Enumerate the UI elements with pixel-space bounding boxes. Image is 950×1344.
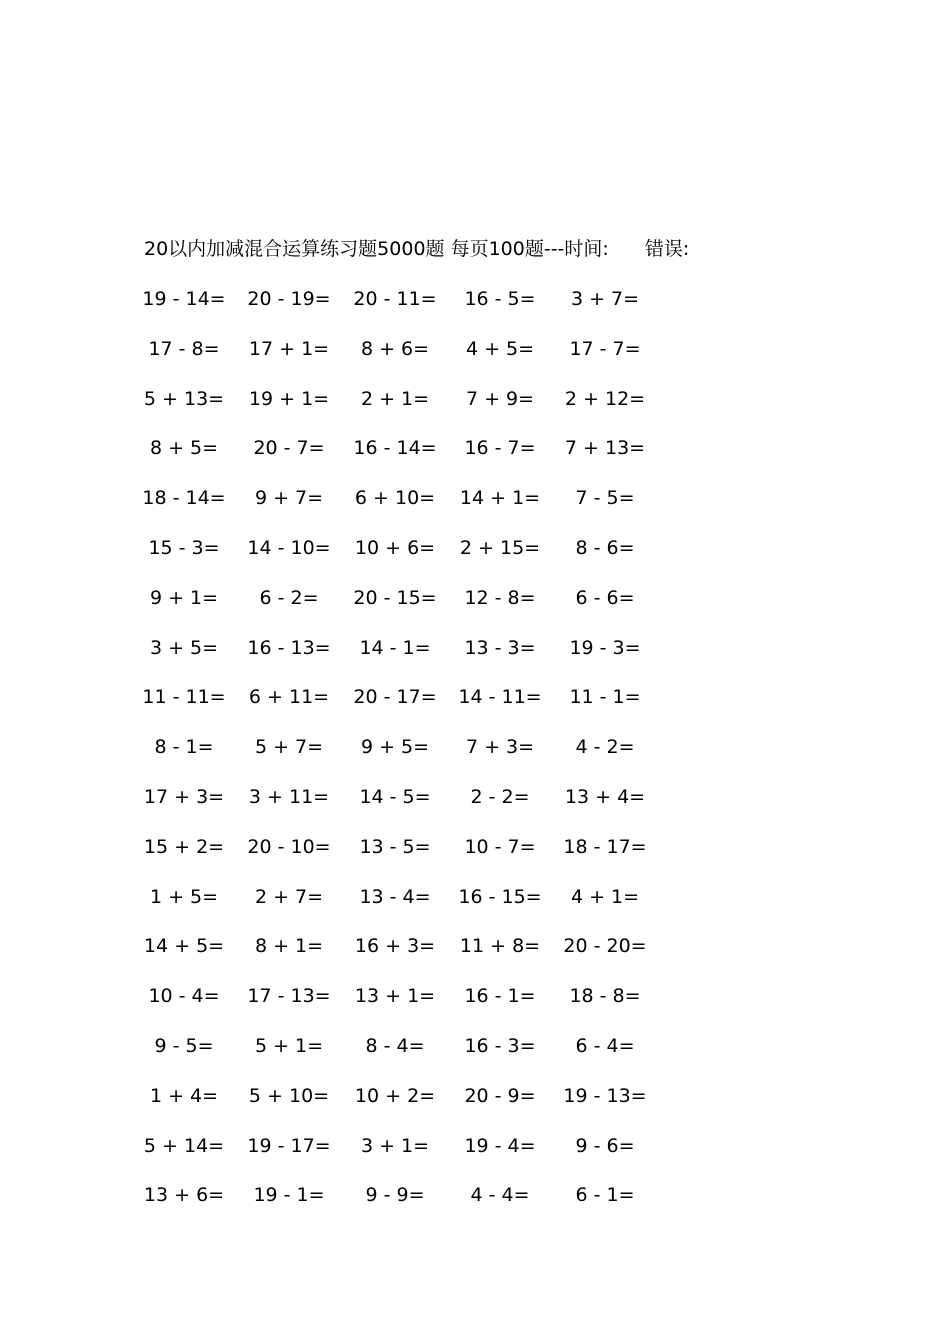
math-problem: 20 - 17= (353, 686, 437, 709)
math-problem: 7 + 9= (465, 387, 535, 410)
math-problem: 13 + 4= (564, 786, 646, 808)
math-problem: 9 + 1= (149, 586, 219, 609)
worksheet-title: 20以内加减混合运算练习题5000题 每页100题---时间: (144, 238, 609, 260)
math-problem: 9 - 6= (575, 1134, 635, 1157)
math-problem: 16 - 3= (464, 1035, 536, 1057)
math-problem: 4 - 4= (470, 1184, 530, 1207)
math-problem: 15 - 3= (148, 537, 220, 559)
math-problem: 6 + 11= (248, 686, 330, 709)
math-problem: 17 - 7= (569, 337, 641, 360)
math-problem: 7 + 13= (564, 437, 646, 460)
math-problem: 8 - 6= (575, 537, 635, 559)
math-problem: 14 - 1= (359, 636, 431, 659)
math-problem: 20 - 11= (353, 288, 437, 310)
math-problem: 19 - 13= (563, 1084, 647, 1107)
math-problem: 8 + 5= (149, 437, 219, 460)
math-problem: 19 - 3= (569, 636, 641, 659)
math-problem: 6 - 4= (575, 1035, 635, 1057)
math-problem: 16 - 14= (353, 437, 437, 460)
math-problem: 8 - 4= (365, 1035, 425, 1057)
math-problem: 1 + 4= (149, 1084, 219, 1107)
math-problem: 20 - 9= (464, 1084, 536, 1107)
math-problem: 15 + 2= (143, 835, 225, 858)
math-problem: 4 + 5= (465, 337, 535, 360)
math-problem: 14 + 1= (459, 487, 541, 510)
math-problem: 10 - 4= (148, 985, 220, 1008)
math-problem: 9 - 5= (154, 1035, 214, 1057)
math-problem: 5 + 13= (143, 387, 225, 410)
math-problem: 2 + 1= (360, 387, 430, 410)
math-problem: 19 - 1= (253, 1184, 325, 1207)
math-problem: 10 + 2= (354, 1084, 436, 1107)
math-problem: 6 + 10= (354, 487, 436, 510)
math-problem: 20 - 20= (563, 935, 647, 958)
math-problem: 9 - 9= (365, 1184, 425, 1207)
math-problem: 17 - 13= (247, 985, 331, 1008)
math-problem: 16 - 15= (458, 885, 542, 908)
math-problem: 12 - 8= (464, 586, 536, 609)
math-problem: 17 + 3= (143, 786, 225, 808)
math-problem: 4 - 2= (575, 736, 635, 759)
math-problem: 13 + 1= (354, 985, 436, 1008)
math-problem: 2 - 2= (470, 786, 530, 808)
math-problem: 5 + 1= (254, 1035, 324, 1057)
math-problem: 18 - 14= (142, 487, 226, 510)
math-problem: 8 + 6= (360, 337, 430, 360)
math-problem: 19 - 17= (247, 1134, 331, 1157)
math-problem: 18 - 17= (563, 835, 647, 858)
math-problem: 20 - 7= (253, 437, 325, 460)
math-problem: 16 - 13= (247, 636, 331, 659)
math-problem: 3 + 7= (570, 288, 640, 310)
math-problem: 1 + 5= (149, 885, 219, 908)
math-problem: 14 - 11= (458, 686, 542, 709)
math-problem: 7 - 5= (575, 487, 635, 510)
math-problem: 13 - 5= (359, 835, 431, 858)
math-problem: 9 + 5= (360, 736, 430, 759)
math-problem: 7 + 3= (465, 736, 535, 759)
math-problem: 9 + 7= (254, 487, 324, 510)
math-problem: 5 + 14= (143, 1134, 225, 1157)
math-problem: 3 + 5= (149, 636, 219, 659)
math-problem: 18 - 8= (569, 985, 641, 1008)
math-problem: 19 - 4= (464, 1134, 536, 1157)
math-problem: 20 - 19= (247, 288, 331, 310)
math-problem: 19 + 1= (248, 387, 330, 410)
math-problem: 16 - 5= (464, 288, 536, 310)
math-problem: 17 - 8= (148, 337, 220, 360)
math-problem: 2 + 15= (459, 537, 541, 559)
math-problem: 2 + 12= (564, 387, 646, 410)
math-problem: 8 - 1= (154, 736, 214, 759)
math-problem: 2 + 7= (254, 885, 324, 908)
math-problem: 3 + 1= (360, 1134, 430, 1157)
math-problem: 13 - 4= (359, 885, 431, 908)
math-problem: 20 - 10= (247, 835, 331, 858)
math-problem: 14 - 10= (247, 537, 331, 559)
math-problem: 16 + 3= (354, 935, 436, 958)
math-problem: 19 - 14= (142, 288, 226, 310)
math-problem: 11 + 8= (459, 935, 541, 958)
math-problem: 4 + 1= (570, 885, 640, 908)
math-problem: 20 - 15= (353, 586, 437, 609)
math-problem: 11 - 11= (142, 686, 226, 709)
math-problem: 10 - 7= (464, 835, 536, 858)
math-problem: 17 + 1= (248, 337, 330, 360)
math-problem: 3 + 11= (248, 786, 330, 808)
math-problem: 13 - 3= (464, 636, 536, 659)
math-problem: 5 + 7= (254, 736, 324, 759)
errors-label: 错误: (644, 238, 690, 260)
math-problem: 8 + 1= (254, 935, 324, 958)
math-problem: 5 + 10= (248, 1084, 330, 1107)
math-problem: 16 - 1= (464, 985, 536, 1008)
math-problem: 14 + 5= (143, 935, 225, 958)
math-problem: 6 - 2= (259, 586, 319, 609)
math-problem: 6 - 1= (575, 1184, 635, 1207)
math-problem: 13 + 6= (143, 1184, 225, 1207)
math-problem: 11 - 1= (569, 686, 641, 709)
math-problem: 10 + 6= (354, 537, 436, 559)
math-problem: 14 - 5= (359, 786, 431, 808)
math-problem: 16 - 7= (464, 437, 536, 460)
math-problem: 6 - 6= (575, 586, 635, 609)
